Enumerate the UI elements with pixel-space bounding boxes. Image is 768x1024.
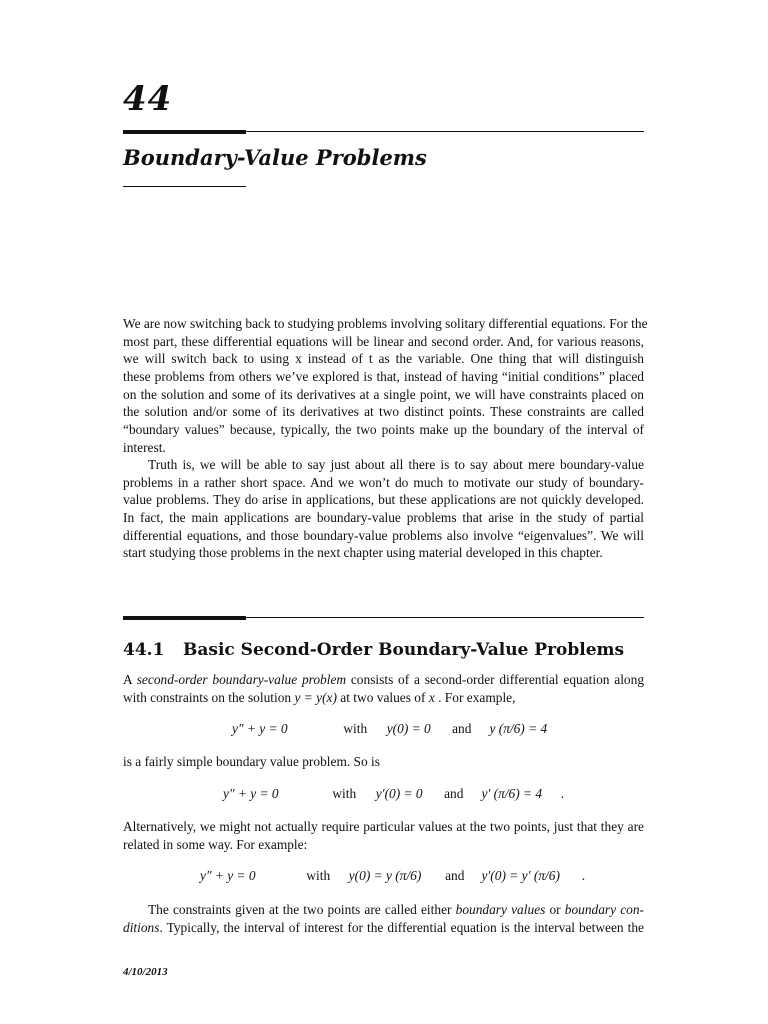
constraints-paragraph [123, 901, 644, 936]
term-second-order-bvp: second-order boundary-value problem [136, 672, 347, 687]
section-title: Basic Second-Order Boundary-Value Problems [183, 640, 625, 660]
chapter-title: Boundary-Value Problems [123, 145, 427, 170]
equation-condition-1: y(0) = y (π/6) [348, 868, 422, 883]
truth-line: value problems. They do arise in applications, but these applications are not quickly developed. [123, 492, 644, 508]
intro-line: most part, these differential equations will be linear and second order. And, for various reasons, [123, 333, 644, 349]
equation-and: and [452, 721, 472, 736]
text-line [123, 919, 644, 937]
chapter-title-underline [123, 186, 246, 187]
alternative-paragraph [123, 818, 644, 853]
truth-line: problems in a rather short space. And we won’t do much to motivate our study of boundary- [123, 474, 644, 490]
intro-line: We are now switching back to studying problems involving solitary differential equations. For the [123, 316, 648, 331]
inline-variable: x [428, 689, 435, 705]
chapter-rule-thin [246, 131, 644, 132]
text-run: The constraints given at the two points are called either [148, 902, 456, 917]
chapter-rule-thick [123, 130, 246, 134]
equation-condition-1: y(0) = 0 [386, 721, 431, 736]
equation-with: with [343, 721, 368, 736]
intro-paragraph [123, 315, 648, 457]
chapter-number: 44 [123, 79, 173, 119]
equation-2 [223, 785, 564, 803]
truth-line: start studying those problems in the next chapter using material developed in this chapter. [123, 545, 603, 561]
text-run: A [123, 672, 137, 687]
equation-end: . [581, 868, 586, 883]
term-boundary-values: boundary values [455, 902, 546, 917]
text-run: consists of a second-order differential equation along [346, 672, 645, 687]
definition-paragraph [123, 671, 644, 706]
intro-line: these problems from others we’ve explored is that, instead of having “initial conditions” placed [123, 369, 644, 385]
truth-line: differential equations, and those boundary-value problems also involve “eigenvalues”. We will [123, 527, 644, 543]
equation-1 [232, 720, 551, 738]
term-boundary-conditions: boundary con- [564, 902, 645, 917]
term-boundary-conditions-cont: ditions [123, 919, 160, 935]
section-number: 44.1 [123, 640, 165, 660]
equation-with: with [332, 786, 357, 801]
intro-line: “boundary values” because, typically, the two points make up the boundary of the interval of [123, 422, 644, 438]
intro-line: on the solution and some of its derivatives at a single point, we will have constraints placed on [123, 386, 644, 402]
after-equation-1 [123, 753, 644, 771]
intro-line: we will switch back to using x instead of t as the variable. One thing that will distinguish [123, 351, 644, 367]
equation-and: and [445, 868, 465, 883]
equation-condition-2: y′(0) = y′ (π/6) [481, 868, 560, 883]
definition-line [123, 671, 644, 689]
text-line: Alternatively, we might not actually require particular values at the two points, just that they are [123, 819, 644, 834]
equation-ode: y″ + y = 0 [223, 786, 279, 801]
equation-3 [200, 867, 585, 885]
inline-equation: y = y(x) [294, 689, 337, 705]
text-line [123, 901, 644, 919]
equation-ode: y″ + y = 0 [200, 868, 256, 883]
truth-paragraph [123, 456, 644, 562]
text-line: is a fairly simple boundary value problem. So is [123, 754, 380, 769]
footer-date: 4/10/2013 [123, 966, 168, 978]
text-run: at two values of [336, 689, 429, 705]
text-line: related in some way. For example: [123, 836, 308, 852]
section-rule-thick [123, 616, 246, 620]
section-rule-thin [246, 617, 644, 618]
text-run: . Typically, the interval of interest for the differential equation is the interval between the [159, 919, 644, 935]
truth-line: Truth is, we will be able to say just about all there is to say about mere boundary-value [148, 457, 644, 472]
intro-line: the solution and/or some of its derivatives at two distinct points. These constraints are called [123, 404, 644, 420]
equation-with: with [306, 868, 331, 883]
definition-line [123, 689, 644, 707]
truth-line: In fact, the main applications are boundary-value problems that arise in the study of partial [123, 510, 644, 526]
equation-condition-1: y′(0) = 0 [375, 786, 423, 801]
equation-condition-2: y (π/6) = 4 [489, 721, 548, 736]
text-run: . For example, [434, 689, 516, 705]
equation-and: and [444, 786, 464, 801]
intro-line: interest. [123, 439, 166, 455]
section-heading [123, 640, 624, 660]
text-run: with constraints on the solution [123, 689, 295, 705]
equation-condition-2: y′ (π/6) = 4 [481, 786, 543, 801]
equation-ode: y″ + y = 0 [232, 721, 288, 736]
equation-end: . [560, 786, 565, 801]
text-run: or [545, 902, 565, 917]
